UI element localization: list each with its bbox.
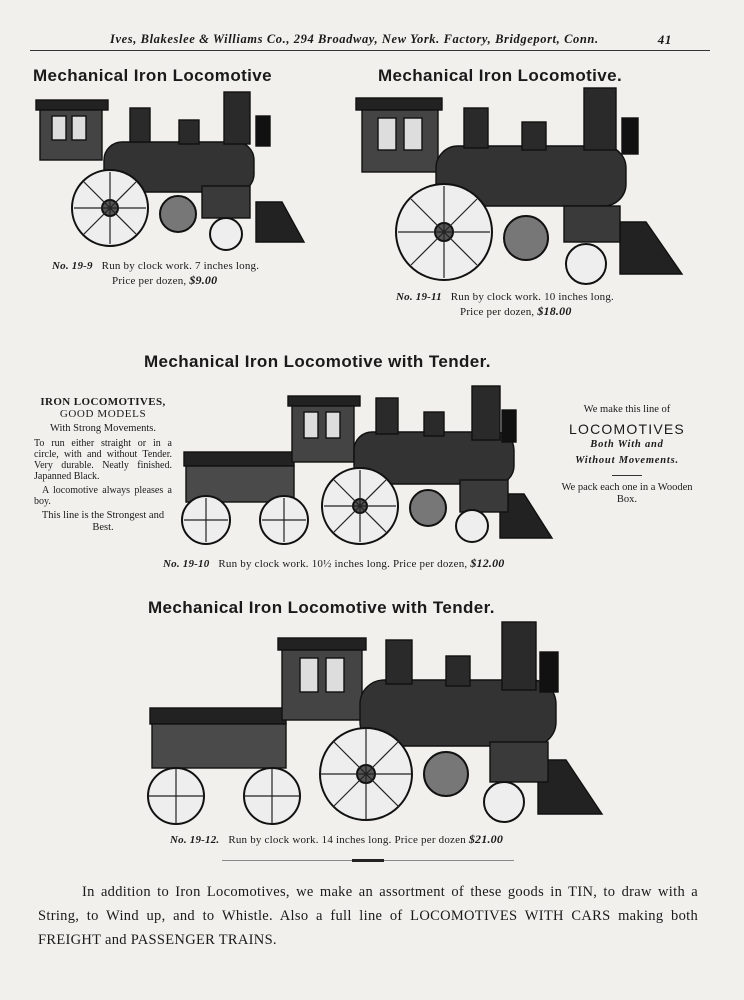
item-price: $18.00 xyxy=(537,304,572,318)
right-note-line4: Without Movements. xyxy=(575,455,679,466)
left-note-title: IRON LOCOMOTIVES, xyxy=(40,396,166,408)
right-note-line5: We pack each one in a Wooden Box. xyxy=(561,482,693,505)
left-note-line3: With Strong Movements. xyxy=(49,423,157,434)
item-number: No. 19-9 xyxy=(52,260,93,272)
price-19-9 xyxy=(112,273,217,288)
caption-19-10 xyxy=(163,556,505,571)
left-note xyxy=(34,396,172,534)
heading-19-9: Mechanical Iron Locomotive xyxy=(33,66,273,85)
footer-rule-accent xyxy=(352,859,384,862)
right-note xyxy=(556,404,698,506)
left-note-body3: This line is the Strongest and Best. xyxy=(41,510,165,533)
locomotive-19-10-illustration xyxy=(176,386,554,550)
footer-paragraph: In addition to Iron Locomotives, we make an assortment of these goods in TIN, to draw with a String, to Wind up, and to Whistle. Also a full line of LOCOMOTIVES WITH CARS making both FREIGHT and PASSENGER TRAINS. xyxy=(38,884,698,948)
item-number: No. 19-12. xyxy=(170,834,220,846)
heading-19-12: Mechanical Iron Locomotive with Tender. xyxy=(148,598,495,617)
item-desc: Run by clock work. 10 inches long. xyxy=(450,291,614,303)
item-desc: Run by clock work. 10½ inches long. Price per dozen, xyxy=(218,558,468,570)
heading-19-10: Mechanical Iron Locomotive with Tender. xyxy=(144,352,491,371)
locomotive-19-12-illustration xyxy=(146,622,604,830)
page-number: 41 xyxy=(657,32,672,47)
item-desc: Run by clock work. 7 inches long. xyxy=(101,260,260,272)
running-head xyxy=(110,32,670,47)
price-19-11 xyxy=(460,304,572,319)
price-label: Price per dozen, xyxy=(112,275,187,287)
item-number: No. 19-10 xyxy=(163,558,210,570)
item-desc: Run by clock work. 14 inches long. Price per dozen xyxy=(228,834,466,846)
running-head-text: Ives, Blakeslee & Williams Co., 294 Broadway, New York. Factory, Bridgeport, Conn. xyxy=(110,32,599,46)
item-number: No. 19-11 xyxy=(396,291,442,303)
price-label: Price per dozen, xyxy=(460,306,535,318)
caption-19-9 xyxy=(52,260,259,272)
caption-19-11 xyxy=(396,291,614,303)
item-price: $12.00 xyxy=(470,556,505,570)
caption-19-12 xyxy=(170,832,503,847)
item-price: $21.00 xyxy=(468,832,504,846)
right-note-line2: LOCOMOTIVES xyxy=(569,421,685,437)
left-note-subtitle: GOOD MODELS xyxy=(59,408,147,420)
locomotive-19-9-illustration xyxy=(34,90,306,256)
header-rule xyxy=(30,50,710,51)
right-note-divider xyxy=(612,475,642,476)
right-note-line1: We make this line of xyxy=(583,404,671,415)
left-note-body2: A locomotive always pleases a boy. xyxy=(34,485,172,507)
heading-19-11: Mechanical Iron Locomotive. xyxy=(378,66,623,85)
locomotive-19-11-illustration xyxy=(356,88,686,288)
item-price: $9.00 xyxy=(189,273,218,287)
right-note-line3: Both With and xyxy=(590,439,664,450)
left-note-body: To run either straight or in a circle, with and without Tender. Very durable. Neatly finished. Japanned Black. xyxy=(34,438,172,482)
